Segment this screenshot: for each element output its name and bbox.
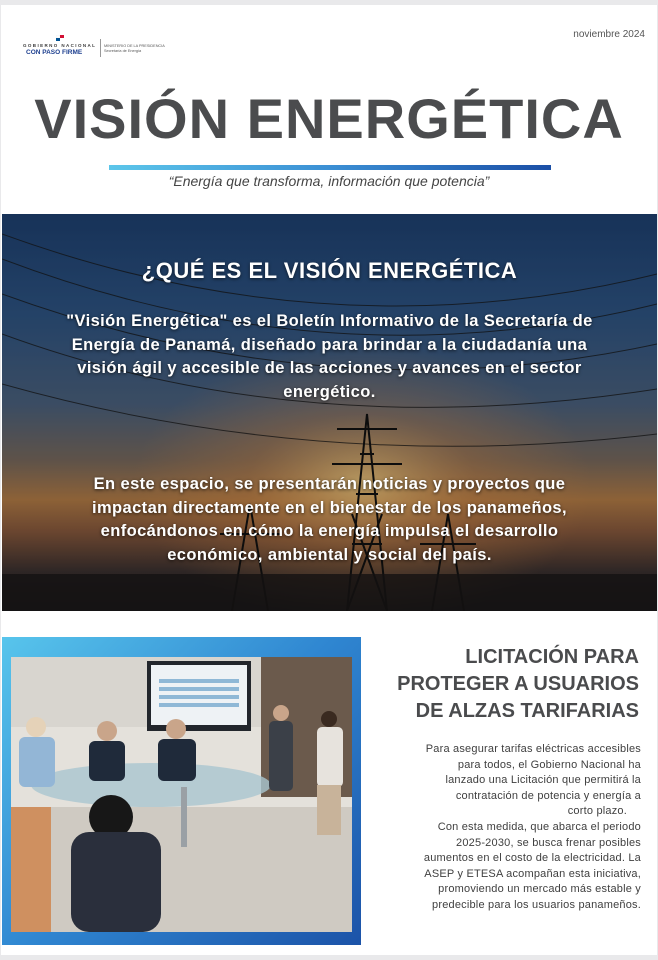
news-body-line: corto plazo. bbox=[567, 805, 627, 818]
title-underline bbox=[109, 165, 551, 170]
ministry-name: MINISTERIO DE LA PRESIDENCIA bbox=[104, 44, 165, 48]
newsletter-page bbox=[1, 5, 657, 955]
news-headline bbox=[369, 644, 639, 725]
news-headline-line: PROTEGER A USUARIOS bbox=[397, 673, 639, 695]
news-body-line: Con esta medida, que abarca el periodo bbox=[437, 820, 641, 833]
news-body-line: 2025-2030, se busca frenar posibles bbox=[456, 836, 641, 849]
news-body-line: contratación de potencia y energía a bbox=[455, 789, 641, 802]
intro-hero-banner bbox=[2, 214, 657, 611]
news-body-line: ASEP y ETESA acompañan esta iniciativa, bbox=[424, 867, 641, 880]
newsletter-tagline: “Energía que transforma, información que potencia” bbox=[168, 173, 490, 189]
news-body-line: predecible para los usuarios panameños. bbox=[432, 898, 641, 911]
news-headline-line: LICITACIÓN PARA bbox=[465, 646, 639, 668]
logo-divider bbox=[100, 39, 101, 57]
news-article-body bbox=[367, 742, 641, 914]
news-body-line: promoviendo un mercado más estable y bbox=[438, 883, 641, 896]
news-photo-frame bbox=[2, 637, 361, 945]
news-body-line: para todos, el Gobierno Nacional ha bbox=[457, 758, 641, 771]
news-body-line: Para asegurar tarifas eléctricas accesibles bbox=[425, 743, 641, 755]
issue-date: noviembre 2024 bbox=[573, 29, 645, 40]
logo-ministry bbox=[104, 44, 165, 54]
intro-heading: ¿QUÉ ES EL VISIÓN ENERGÉTICA bbox=[141, 258, 518, 283]
news-body-line: lanzado una Licitación que permitirá la bbox=[445, 774, 641, 787]
newsletter-title: VISIÓN ENERGÉTICA bbox=[34, 87, 624, 150]
panama-flag-icon bbox=[56, 35, 64, 41]
government-logo bbox=[23, 35, 183, 59]
secretaria-name: Secretaría de Energía bbox=[104, 49, 142, 53]
meeting-scene-illustration bbox=[11, 657, 352, 932]
logo-text-gobierno: GOBIERNO NACIONAL bbox=[23, 43, 97, 48]
intro-paragraph-2: En este espacio, se presentarán noticias y proyectos que impactan directamente en el bienestar de los panameños, enfocándonos en cómo la energía impulsa el desarrollo económico, ambiental y social del país. bbox=[92, 475, 567, 564]
news-body-line: aumentos en el costo de la electricidad. La bbox=[423, 852, 641, 865]
intro-paragraph-1: "Visión Energética" es el Boletín Informativo de la Secretaría de Energía de Panamá, diseñado para brindar a la ciudadanía una visión ágil y accesible de las acciones y avances en el sector energético. bbox=[66, 312, 593, 401]
logo-text-slogan: CON PASO FIRME bbox=[26, 49, 83, 56]
news-headline-line: DE ALZAS TARIFARIAS bbox=[415, 700, 639, 722]
press-conference-photo bbox=[11, 657, 352, 932]
